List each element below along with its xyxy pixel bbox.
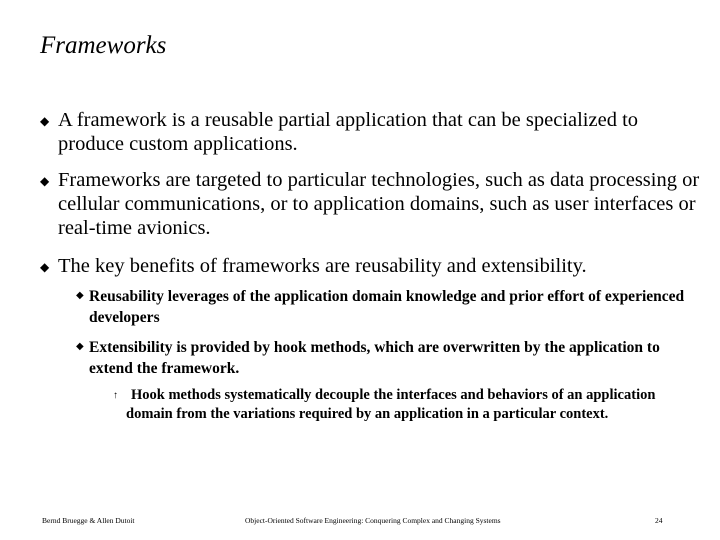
arrow-bullet-icon: ↑ bbox=[113, 390, 118, 401]
small-diamond-bullet-icon: ◆ bbox=[76, 341, 84, 352]
sub-bullet-text: Extensibility is provided by hook methods, which are overwritten by the application to extend the framework. bbox=[89, 339, 660, 377]
bullet-text: A framework is a reusable partial application that can be specialized to produce custom applications. bbox=[58, 109, 639, 155]
small-diamond-bullet-icon: ◆ bbox=[76, 290, 84, 301]
diamond-bullet-icon: ◆ bbox=[40, 260, 50, 274]
footer-course: Object-Oriented Software Engineering: Conquering Complex and Changing Systems bbox=[245, 516, 501, 525]
footer-authors: Bernd Bruegge & Allen Dutoit bbox=[42, 516, 135, 525]
bullet-text: Frameworks are targeted to particular technologies, such as data processing or cellular communications, or to application domains, such as user interfaces or real-time avionics. bbox=[58, 169, 700, 239]
diamond-bullet-icon: ◆ bbox=[40, 174, 50, 188]
slide-title: Frameworks bbox=[40, 32, 167, 59]
diamond-bullet-icon: ◆ bbox=[40, 114, 50, 128]
sub-bullet-text: Reusability leverages of the application domain knowledge and prior effort of experienced developers bbox=[89, 288, 685, 326]
bullet-text: The key benefits of frameworks are reusability and extensibility. bbox=[58, 255, 587, 277]
footer-page-number: 24 bbox=[655, 516, 663, 525]
sub-sub-bullet-text: Hook methods systematically decouple the interfaces and behaviors of an application domain from the variations required by an application in a particular context. bbox=[126, 387, 656, 422]
